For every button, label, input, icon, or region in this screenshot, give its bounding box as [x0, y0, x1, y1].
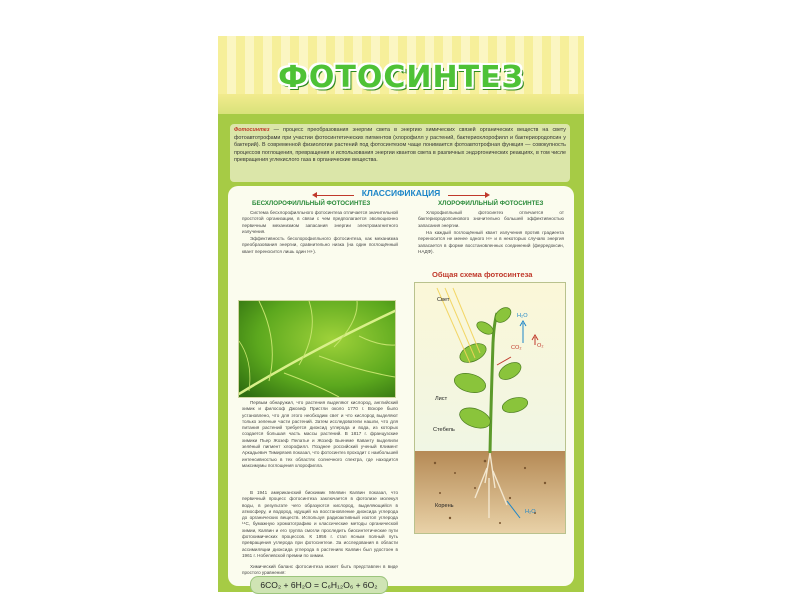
- right-para-2: На каждый поглощённый квант излучения против градиента переносится не менее одного H+ и в некоторых случаях энергия запасается в форме восстановленных соединений (ферредоксин, НАДФ).: [418, 230, 564, 254]
- label-o2: O₂: [537, 343, 544, 349]
- leaf-photo: [238, 300, 396, 398]
- left-para-1: Система бесхлорофилльного фотосинтеза отличается значительной простотой организации, в связи с чем предполагается эволюционно первичным механизмом запасания энергии электромагнитного излучения.: [242, 210, 398, 234]
- label-root: Корень: [435, 503, 454, 509]
- label-leaf: Лист: [435, 396, 448, 402]
- history-para-2: В 1941 американский биохимик Мелвин Калвин показал, что первичный процесс фотосинтеза заключается в фотолизе молекул воды, в результате чего образуются кислород, выделяющийся в атмосферу, и водород, идущий на восстановление диоксида углерода до органических веществ. Используя радиоактивный изотоп углерода ¹⁴C, бумажную хроматографию и классические методы органической химии, Калвин и его группа смогли проследить биосинтетические пути фотохимических процессов. К 1956 г. стал ясным полный путь превращения углерода при фотосинтезе. За исследования в области ассимиляции диоксида углерода в растениях Калвин был удостоен в 1961 г. Нобелевской премии по химии.: [242, 490, 398, 558]
- intro-box: [230, 124, 570, 182]
- poster: [218, 36, 584, 592]
- label-h2o-bottom: H₂O: [525, 509, 536, 515]
- label-stem: Стебель: [433, 427, 455, 433]
- left-column-title: БЕСХЛОРОФИЛЛЬНЫЙ ФОТОСИНТЕЗ: [252, 200, 371, 207]
- diagram-title: Общая схема фотосинтеза: [432, 270, 533, 279]
- arrow-right: [448, 195, 488, 196]
- page-title: ФОТОСИНТЕЗ: [278, 60, 524, 95]
- intro-term: Фотосинтез: [234, 127, 270, 133]
- history-para-1: Первым обнаружил, что растения выделяют кислород, английский химик и философ Джозеф Пристли около 1770 г. Вскоре было установлено, что для этого необходим свет и что кислород выделяют только зеленые части растений. Затем исследователи нашли, что для питания растений требуется диоксид углерода и вода, из которых создается большая часть массы растений. В 1817 г. французские химики Пьер Жозеф Пелатье и Жозеф Бьенеме Каванту выделили зелёный пигмент хлорофилл. Позднее российский ученый Климент Аркадьевич Тимирязев показал, что фотосинтез проходит с наибольшей интенсивностью в тех областях солнечного спектра, где находится максимумы поглощения хлорофилла.: [242, 400, 398, 468]
- title-banner: [270, 58, 532, 98]
- label-h2o-top: H₂O: [517, 313, 528, 319]
- right-para-1: Хлорофилльный фотосинтез отличается от бактериородопсинового значительно большей эффективностью запасания энергии.: [418, 210, 564, 228]
- classification-heading: КЛАССИФИКАЦИЯ: [361, 188, 441, 198]
- right-column-title: ХЛОРОФИЛЛЬНЫЙ ФОТОСИНТЕЗ: [438, 200, 544, 207]
- content-panel: [228, 186, 574, 590]
- history-para-3: Химический баланс фотосинтеза может быть представлен в виде простого уравнения:: [242, 564, 398, 576]
- label-co2: CO₂: [511, 345, 522, 351]
- left-para-2: Эффективность бесхлорофилльного фотосинтеза, как механизма преобразования энергии, сравнительно низка (на один поглощённый квант переносится лишь один H+).: [242, 236, 398, 254]
- intro-text: — процесс преобразования энергии света в энергию химических связей органических веществ на свету фотоавтотрофами при участии фотосинтетических пигментов (хлорофилл у растений, бактериохлорофилл и бактериородопсин у бактерий). В современной физиологии растений под фотосинтезом чаще понимается фотоавтотрофная функция — совокупность процессов поглощения, превращения и использования энергии квантов света в различных эндэргонических реакциях, в том числе превращения углекислого газа в органические вещества.: [234, 127, 566, 164]
- label-light: Свет: [437, 297, 450, 303]
- photosynthesis-formula: 6CO₂ + 6H₂O = C₆H₁₂O₆ + 6O₂: [250, 576, 388, 594]
- arrow-left: [314, 195, 354, 196]
- photosynthesis-diagram: [414, 282, 566, 534]
